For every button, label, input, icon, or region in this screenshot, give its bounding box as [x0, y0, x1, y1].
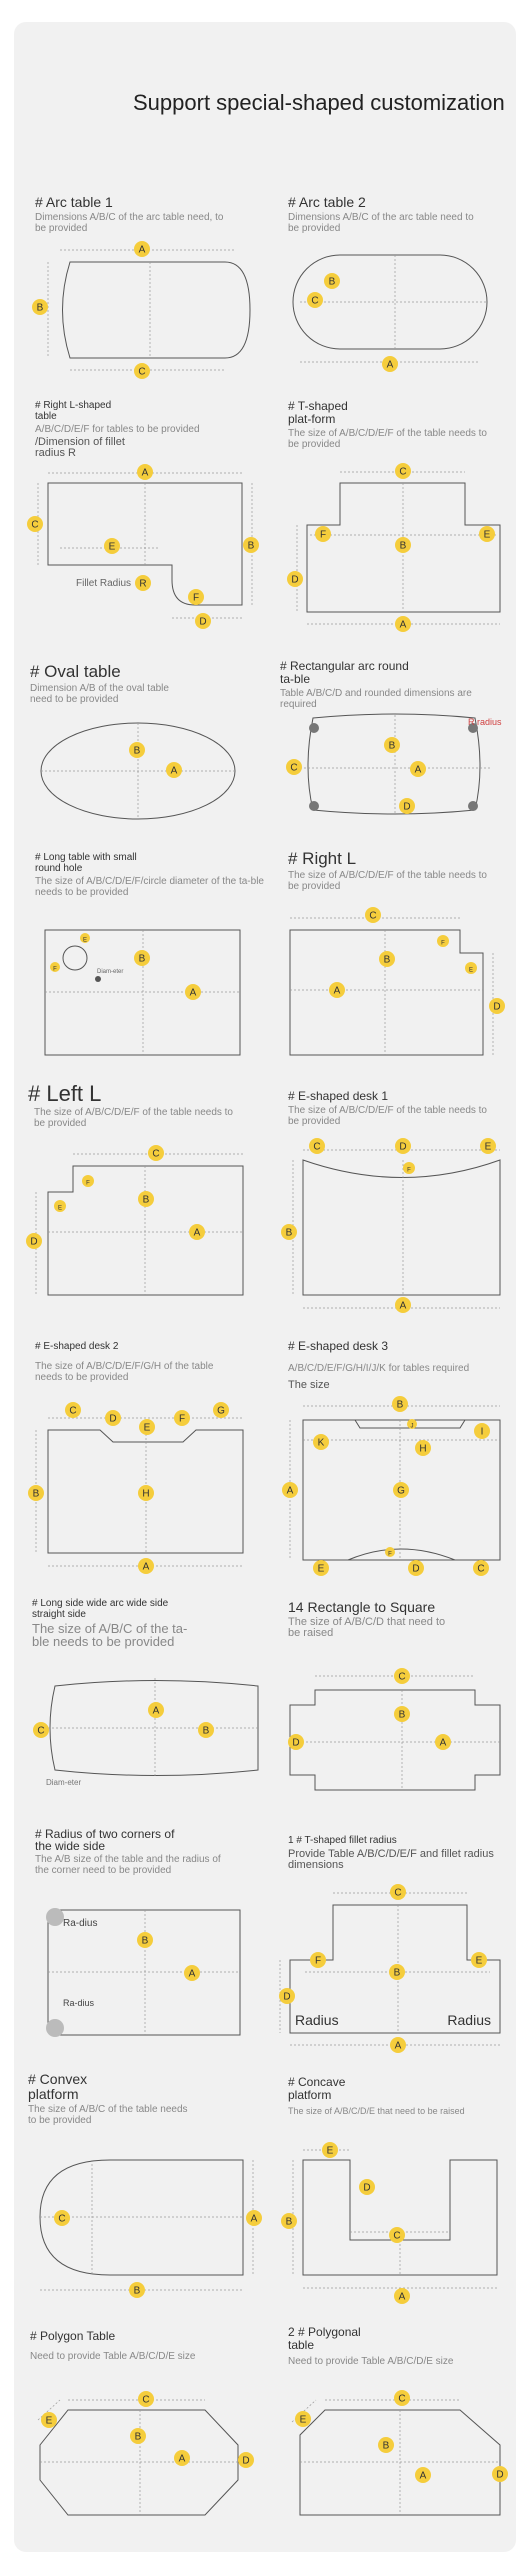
two-corner-title: # Radius of two corners of the wide side	[35, 1827, 175, 1853]
marker-label-h: H	[142, 1488, 150, 1500]
marker-label-a: A	[189, 987, 197, 999]
concave-desc: The size of A/B/C/D/E that need to be raised	[288, 2106, 465, 2116]
marker-label-e: E	[108, 541, 116, 553]
marker-label-c: C	[311, 295, 319, 307]
marker-label-d: D	[399, 1141, 407, 1153]
rect-arc-table-title: # Rectangular arc round ta-ble	[280, 659, 409, 686]
marker-label-a: A	[142, 1561, 150, 1573]
marker-label-b: B	[202, 1725, 210, 1737]
hole-dot	[95, 976, 101, 982]
marker-label-b: B	[285, 1227, 293, 1239]
marker-label-b: B	[396, 1399, 404, 1411]
e-desk-3-desc: A/B/C/D/E/F/G/H/I/J/K for tables required	[288, 1363, 470, 1374]
polygon-title: # Polygon Table	[30, 2329, 116, 2343]
e-desk-1-desc: The size of A/B/C/D/E/F of the table needs to be provided	[288, 1105, 487, 1127]
rect-arc-table-outline	[308, 714, 480, 814]
marker-label-b: B	[285, 2216, 293, 2228]
t-fillet-title: 1 # T-shaped fillet radius	[288, 1835, 397, 1846]
marker-label-c: C	[138, 366, 146, 378]
marker-label-d: D	[291, 574, 299, 586]
marker-label-c: C	[152, 1148, 160, 1160]
marker-label-c: C	[393, 2230, 401, 2242]
diameter-text-2: Diam-eter	[46, 1778, 82, 1787]
marker-label-e: E	[483, 529, 491, 541]
marker-label-a: A	[141, 467, 149, 479]
rect-square-title: 14 Rectangle to Square	[288, 1599, 436, 1615]
marker-label-f: F	[407, 1167, 411, 1174]
rect-square-outline	[290, 1690, 500, 1790]
marker-label-b: B	[393, 1967, 401, 1979]
marker-label-e: E	[468, 967, 474, 974]
marker-label-b: B	[32, 1488, 40, 1500]
e-desk-3-title: # E-shaped desk 3	[288, 1339, 389, 1353]
marker-label-e: E	[57, 1205, 63, 1212]
marker-label-f: F	[319, 529, 327, 541]
convex-outline	[40, 2160, 243, 2275]
t-fillet-desc: Provide Table A/B/C/D/E/F and fillet radius dimensions	[288, 1848, 494, 1871]
marker-label-i: I	[480, 1426, 484, 1438]
marker-label-a: A	[398, 2291, 406, 2303]
left-l-outline	[48, 1166, 243, 1295]
marker-label-a: A	[386, 359, 394, 371]
marker-label-a: A	[250, 2213, 258, 2225]
right-l-title: # Right L	[288, 849, 357, 868]
two-corner-desc: The A/B size of the table and the radius of the corner need to be provided	[35, 1854, 221, 1876]
marker-label-c: C	[313, 1141, 321, 1153]
corner-radius-dot	[309, 801, 319, 811]
marker-label-a: A	[193, 1227, 201, 1239]
wide-arc-title: # Long side wide arc wide side straight side	[32, 1598, 169, 1620]
marker-label-d: D	[30, 1236, 38, 1248]
marker-label-a: A	[170, 765, 178, 777]
marker-label-a: A	[414, 764, 422, 776]
convex-title: # Convex platform	[28, 2071, 88, 2102]
marker-label-a: A	[138, 244, 146, 256]
left-l-title: # Left L	[28, 1081, 102, 1106]
t-platform-title: # T-shaped plat-form	[288, 399, 348, 426]
diameter-text: Diam-eter	[97, 969, 124, 975]
marker-label-a: A	[333, 985, 341, 997]
marker-label-c: C	[398, 2393, 406, 2405]
marker-label-a: A	[399, 1300, 407, 1312]
small-round-hole	[63, 946, 87, 970]
arc-table-2-title: # Arc table 2	[288, 194, 366, 210]
right-l-desc: The size of A/B/C/D/E/F of the table needs to be provided	[288, 870, 487, 892]
marker-label-c: C	[69, 1405, 77, 1417]
e-desk-1-outline	[303, 1160, 500, 1295]
marker-label-f: F	[314, 1955, 322, 1967]
radius-label-right: Radius	[447, 2012, 491, 2028]
marker-label-b: B	[138, 953, 146, 965]
marker-label-b: B	[141, 1935, 149, 1947]
marker-label-c: C	[369, 910, 377, 922]
marker-label-d: D	[109, 1413, 117, 1425]
marker-label-g: G	[397, 1485, 405, 1497]
page-title: Support special-shaped customization	[133, 90, 505, 115]
polygon-2-title: 2 # Polygonal table	[288, 2325, 361, 2352]
marker-label-f: F	[86, 1180, 90, 1187]
marker-label-r: R	[139, 578, 147, 590]
marker-label-b: B	[133, 2285, 141, 2297]
right-l-table-desc-2: /Dimension of fillet radius R	[35, 436, 125, 459]
corner-radius-dot	[468, 801, 478, 811]
marker-label-e: E	[299, 2414, 307, 2426]
marker-label-e: E	[475, 1955, 483, 1967]
marker-label-d: D	[363, 2182, 371, 2194]
radius-text-1: Ra-dius	[63, 1918, 98, 1929]
wide-arc-desc: The size of A/B/C of the ta-ble needs to be provided	[32, 1621, 188, 1649]
marker-label-a: A	[178, 2453, 186, 2465]
t-platform-desc: The size of A/B/C/D/E/F of the table needs to be provided	[288, 428, 487, 450]
marker-label-d: D	[283, 1991, 291, 2003]
marker-label-a: A	[394, 2040, 402, 2052]
e-desk-3-bottom-arc	[348, 1549, 455, 1560]
marker-label-f: F	[192, 592, 200, 604]
marker-label-a: A	[188, 1968, 196, 1980]
oval-table-desc: Dimension A/B of the oval table need to be provided	[30, 683, 169, 705]
marker-label-a: A	[286, 1485, 294, 1497]
marker-label-b: B	[328, 276, 336, 288]
hole-table-desc: The size of A/B/C/D/E/F/circle diameter of the ta-ble needs to be provided	[35, 876, 264, 898]
oval-table-title: # Oval table	[30, 662, 121, 681]
marker-label-b: B	[388, 740, 396, 752]
marker-label-f: F	[53, 966, 57, 973]
marker-label-f: F	[388, 1551, 392, 1558]
marker-label-f: F	[178, 1413, 186, 1425]
hole-table-title: # Long table with small round hole	[35, 852, 137, 874]
marker-label-c: C	[37, 1725, 45, 1737]
marker-label-c: C	[477, 1563, 485, 1575]
radius-label-left: Radius	[295, 2012, 339, 2028]
marker-label-b: B	[142, 1194, 150, 1206]
marker-label-c: C	[398, 1671, 406, 1683]
marker-label-a: A	[152, 1705, 160, 1717]
marker-label-a: A	[439, 1737, 447, 1749]
marker-label-d: D	[493, 1001, 501, 1013]
e-desk-3-desc-2: The size	[288, 1379, 330, 1391]
radius-text-2: Ra-dius	[63, 1998, 95, 2008]
marker-label-e: E	[45, 2415, 53, 2427]
marker-label-c: C	[290, 762, 298, 774]
right-l-table-desc: A/B/C/D/E/F for tables to be provided	[35, 424, 200, 435]
marker-label-b: B	[36, 302, 44, 314]
marker-label-h: H	[419, 1443, 427, 1455]
marker-label-c: C	[399, 466, 407, 478]
marker-label-d: D	[199, 616, 207, 628]
right-l-table-title: # Right L-shaped table	[35, 400, 112, 422]
marker-label-b: B	[399, 540, 407, 552]
left-l-desc: The size of A/B/C/D/E/F of the table needs to be provided	[34, 1107, 233, 1129]
marker-label-e: E	[484, 1141, 492, 1153]
marker-label-c: C	[394, 1887, 402, 1899]
marker-label-d: D	[412, 1563, 420, 1575]
marker-label-c: C	[31, 519, 39, 531]
marker-label-c: C	[58, 2213, 66, 2225]
marker-label-d: D	[292, 1737, 300, 1749]
arc-table-1-desc: Dimensions A/B/C of the arc table need, to be provided	[35, 212, 224, 234]
marker-label-b: B	[134, 2431, 142, 2443]
rect-arc-table-desc: Table A/B/C/D and rounded dimensions are required	[280, 688, 472, 710]
fillet-radius-text: Fillet Radius	[76, 578, 132, 589]
polygon-desc: Need to provide Table A/B/C/D/E size	[30, 2351, 196, 2362]
marker-label-a: A	[399, 619, 407, 631]
arc-table-1-outline	[63, 262, 251, 358]
marker-label-e: E	[317, 1563, 325, 1575]
marker-label-b: B	[133, 745, 141, 757]
marker-label-b: B	[398, 1709, 406, 1721]
e-desk-2-title: # E-shaped desk 2	[35, 1341, 119, 1352]
marker-label-e: E	[326, 2145, 334, 2157]
radius-text: R radius	[468, 717, 502, 727]
marker-label-b: B	[247, 540, 255, 552]
arc-table-2-desc: Dimensions A/B/C of the arc table need to be provided	[288, 212, 474, 234]
right-l-2-outline	[290, 930, 483, 1055]
corner-radius-dot	[309, 723, 319, 733]
marker-label-d: D	[242, 2455, 250, 2467]
marker-label-e: E	[143, 1422, 151, 1434]
marker-label-c: C	[142, 2394, 150, 2406]
concave-title: # Concave platform	[288, 2075, 346, 2102]
convex-desc: The size of A/B/C of the table needs to be provided	[28, 2104, 188, 2126]
marker-label-g: G	[217, 1405, 225, 1417]
polygon-outline	[40, 2410, 238, 2515]
e-desk-2-desc: The size of A/B/C/D/E/F/G/H of the table needs to be provided	[35, 1361, 214, 1383]
arc-table-1-title: # Arc table 1	[35, 194, 113, 210]
marker-label-b: B	[382, 2440, 390, 2452]
marker-label-k: K	[317, 1437, 325, 1449]
rect-square-desc: The size of A/B/C/D that need to be raised	[288, 1616, 446, 1639]
corner-radius-mark-bottom	[46, 2019, 64, 2037]
marker-label-a: A	[419, 2470, 427, 2482]
marker-label-f: F	[441, 940, 445, 947]
marker-label-b: B	[383, 954, 391, 966]
polygon-2-desc: Need to provide Table A/B/C/D/E size	[288, 2356, 454, 2367]
corner-radius-mark-top	[46, 1908, 64, 1926]
e-desk-1-title: # E-shaped desk 1	[288, 1089, 389, 1103]
marker-label-j: J	[410, 1423, 414, 1430]
hole-table-outline	[45, 930, 240, 1055]
marker-label-e: E	[82, 937, 88, 944]
marker-label-d: D	[403, 801, 411, 813]
marker-label-d: D	[496, 2469, 504, 2481]
